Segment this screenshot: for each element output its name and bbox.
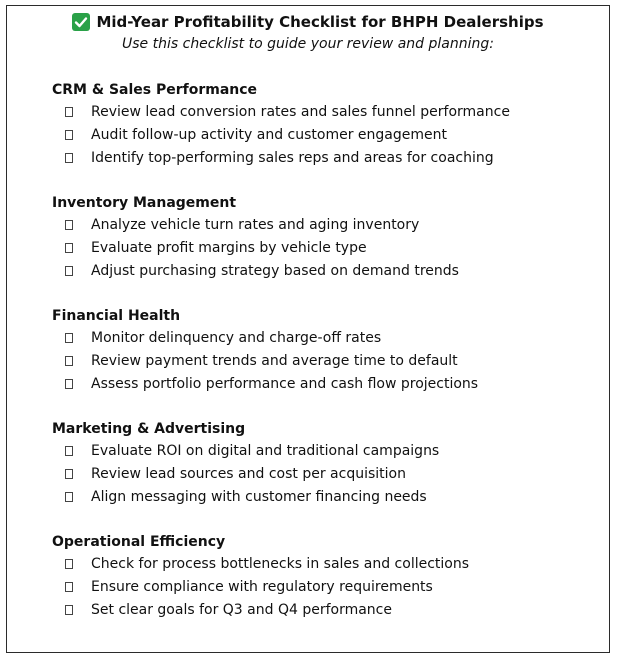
checklist-item (52, 553, 597, 576)
checkbox-icon[interactable] (65, 379, 73, 389)
checklist-item (52, 146, 597, 169)
section-heading: Financial Health (52, 308, 181, 324)
checklist-item-label: Set clear goals for Q3 and Q4 performance (91, 601, 392, 618)
checklist-item (52, 237, 597, 260)
checklist-items (52, 101, 597, 169)
section-heading: CRM & Sales Performance (52, 82, 258, 98)
checkbox-icon[interactable] (65, 153, 73, 163)
section-heading: Inventory Management (52, 195, 237, 211)
checkbox-icon[interactable] (65, 559, 73, 569)
section-heading: Operational Efficiency (52, 534, 226, 550)
checklist-item-label: Analyze vehicle turn rates and aging inventory (91, 217, 420, 234)
checklist-item-label: Audit follow-up activity and customer engagement (91, 127, 448, 144)
checklist-item-label: Adjust purchasing strategy based on demand trends (91, 262, 459, 279)
checklist-item (52, 214, 597, 237)
title-line (7, 11, 609, 33)
checklist-item-label: Review lead sources and cost per acquisition (91, 466, 406, 483)
checkbox-icon[interactable] (65, 333, 73, 343)
checklist-item-label: Evaluate profit margins by vehicle type (91, 240, 367, 257)
page-subtitle: Use this checklist to guide your review and planning: (122, 36, 494, 52)
checkbox-icon[interactable] (65, 469, 73, 479)
checkbox-icon[interactable] (65, 266, 73, 276)
checklist-item (52, 598, 597, 621)
checklist-item (52, 463, 597, 486)
section-heading: Marketing & Advertising (52, 421, 246, 437)
check-mark-button-icon (72, 13, 90, 31)
checklist-item-label: Evaluate ROI on digital and traditional campaigns (91, 443, 440, 460)
page-title: Mid-Year Profitability Checklist for BHPH Dealerships (96, 13, 544, 31)
checklist-document (6, 5, 610, 653)
checklist-item-label: Monitor delinquency and charge-off rates (91, 330, 382, 347)
section-marketing (52, 418, 597, 508)
checkbox-icon[interactable] (65, 582, 73, 592)
section-crm-sales (52, 79, 597, 169)
checkbox-icon[interactable] (65, 446, 73, 456)
checklist-item-label: Ensure compliance with regulatory requirements (91, 579, 433, 596)
checkbox-icon[interactable] (65, 130, 73, 140)
checkbox-icon[interactable] (65, 107, 73, 117)
checklist-item (52, 101, 597, 124)
checklist-item (52, 259, 597, 282)
checkbox-icon[interactable] (65, 492, 73, 502)
checklist-items (52, 327, 597, 395)
document-header (7, 11, 609, 54)
checklist-item (52, 372, 597, 395)
checklist-items (52, 440, 597, 508)
checkbox-icon[interactable] (65, 220, 73, 230)
section-financial-health (52, 305, 597, 395)
checklist-item-label: Assess portfolio performance and cash flow projections (91, 375, 479, 392)
checklist-item-label: Review lead conversion rates and sales funnel performance (91, 104, 510, 121)
checklist-item (52, 576, 597, 599)
section-operational-efficiency (52, 531, 597, 621)
checklist-item (52, 327, 597, 350)
checklist-item-label: Review payment trends and average time to default (91, 353, 458, 370)
checklist-item (52, 350, 597, 373)
checkbox-icon[interactable] (65, 243, 73, 253)
checklist-item-label: Identify top-performing sales reps and areas for coaching (91, 149, 494, 166)
checklist-items (52, 214, 597, 282)
checklist-item-label: Check for process bottlenecks in sales and collections (91, 556, 470, 573)
checklist-item (52, 440, 597, 463)
section-inventory (52, 192, 597, 282)
checkbox-icon[interactable] (65, 605, 73, 615)
checklist-item-label: Align messaging with customer financing needs (91, 488, 427, 505)
checklist-item (52, 124, 597, 147)
checklist-items (52, 553, 597, 621)
checklist-item (52, 485, 597, 508)
checkbox-icon[interactable] (65, 356, 73, 366)
